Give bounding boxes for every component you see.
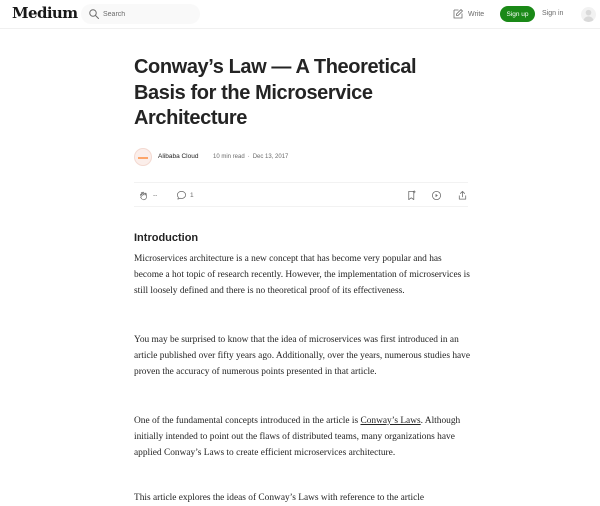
clap-button[interactable] (138, 189, 157, 202)
conways-laws-link[interactable]: Conway’s Laws (360, 416, 421, 426)
publication-logo[interactable] (134, 148, 152, 166)
share-icon (457, 190, 468, 201)
paragraph-3-text-start: One of the fundamental concepts introduced in the article is (134, 416, 361, 426)
meta-separator: · (247, 154, 250, 160)
comments-button[interactable] (176, 189, 194, 202)
article-meta (213, 154, 288, 160)
search-input[interactable] (103, 6, 193, 22)
read-time: 10 min read (213, 154, 245, 160)
search-icon (88, 8, 100, 20)
author-name[interactable]: Alibaba Cloud (158, 153, 199, 160)
paragraph-4: This article explores the ideas of Conway’s Laws with reference to the article (134, 493, 424, 503)
paragraph-2: You may be surprised to know that the idea of microservices was first introduced in an article published over fifty years ago. Additionally, over the years, numerous studies have proven the accuracy of numerous points presented in that article. (134, 335, 471, 378)
comment-count: 1 (190, 192, 194, 199)
section-heading: Introduction (134, 232, 199, 244)
top-navigation-bar (0, 0, 600, 29)
paragraph-1: Microservices architecture is a new concept that has become very popular and has become a hot topic of research recently. However, the implementation of microservices is still loosely defined and there is no theoretical proof of its effectiveness. (134, 254, 470, 297)
publish-date: Dec 13, 2017 (252, 154, 289, 160)
article-action-bar (134, 182, 468, 207)
bookmark-button[interactable] (406, 189, 417, 202)
search-box[interactable] (81, 4, 200, 24)
play-icon (431, 190, 442, 201)
write-label: Write (468, 10, 485, 18)
article-title: Conway’s Law — A Theoretical Basis for the Microservice Architecture (134, 56, 417, 129)
write-icon (452, 8, 464, 20)
write-button[interactable] (452, 7, 484, 21)
comment-icon (176, 190, 187, 201)
paragraph-3 (134, 413, 472, 462)
avatar[interactable] (581, 7, 596, 22)
avatar-icon (581, 7, 596, 22)
listen-button[interactable] (431, 189, 442, 202)
clap-icon (138, 190, 150, 202)
share-button[interactable] (457, 189, 468, 202)
clap-count: -- (153, 192, 158, 199)
paragraph-3-text-end: . Although initially intended to point out the flaws of distributed teams, many organizations have applied Conway’s Laws to create efficient microservices architecture. (134, 416, 461, 459)
sign-in-link[interactable]: Sign in (542, 10, 564, 17)
medium-logo[interactable]: Medium (12, 4, 78, 22)
sign-up-button[interactable]: Sign up (500, 6, 535, 22)
bookmark-icon (406, 190, 417, 201)
